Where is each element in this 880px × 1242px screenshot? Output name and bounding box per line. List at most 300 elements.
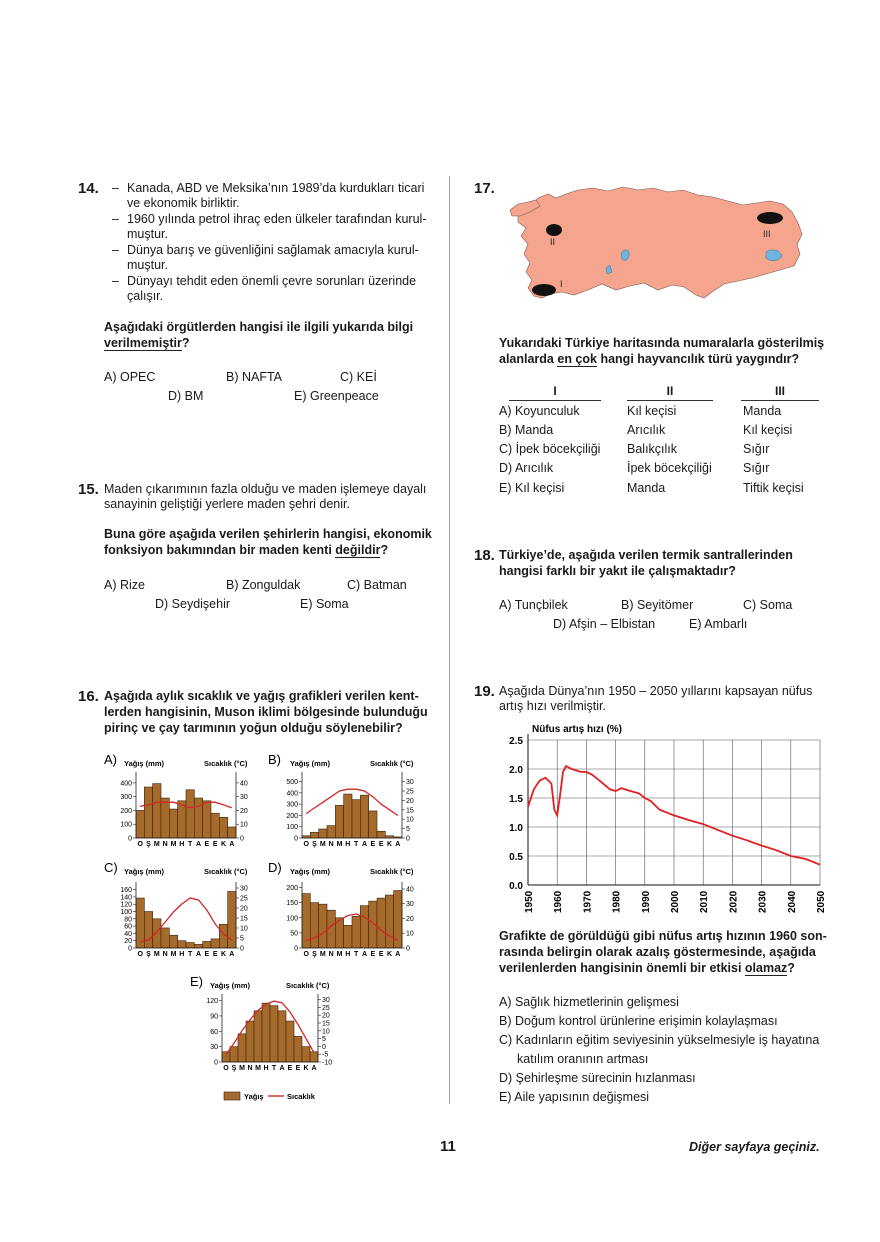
month-label: A: [195, 841, 202, 848]
chart-title: Nüfus artış hızı (%): [532, 724, 623, 735]
region-marker-ii: [546, 224, 562, 236]
q14-bullet-4-line1: Dünyayı tehdit eden önemli çevre sorunları üzerinde: [127, 274, 417, 288]
y-tick-label: 500: [286, 779, 298, 787]
q14-option-e[interactable]: E) Greenpeace: [294, 389, 379, 403]
month-label: K: [220, 841, 227, 848]
month-label: K: [386, 951, 393, 958]
q15-question-line2: fonksiyon bakımından bir maden kenti değildir?: [104, 543, 389, 557]
temp-axis-label: Sıcaklık (°C): [204, 759, 248, 768]
y2-tick-label: 15: [406, 807, 414, 815]
month-label: A: [279, 1065, 285, 1072]
bullet-dash: –: [112, 181, 119, 195]
map-label-i: I: [560, 279, 563, 289]
q19-option-c-continuation: katılım oranının artması: [517, 1052, 649, 1066]
y-tick-label: 300: [286, 801, 298, 809]
month-label: E: [378, 951, 384, 958]
y2-tick-label: 25: [406, 788, 414, 796]
q17-cell: Sığır: [743, 442, 770, 456]
q15-option-a[interactable]: A) Rize: [104, 578, 145, 592]
q18-option-c[interactable]: C) Soma: [743, 598, 793, 612]
x-tick-label: 2050: [816, 890, 827, 913]
q18-option-b[interactable]: B) Seyitömer: [621, 598, 694, 612]
y2-tick-label: -10: [322, 1059, 333, 1067]
chart-option-label: C): [104, 860, 118, 875]
month-label: N: [247, 1065, 253, 1072]
month-label: M: [319, 951, 326, 958]
y-tick-label: 0.5: [509, 852, 523, 863]
month-label: Ş: [312, 951, 317, 958]
chart-option-label: D): [268, 860, 282, 875]
rain-bar: [310, 903, 318, 948]
y2-tick-label: 0: [406, 945, 410, 953]
y2-tick-label: 20: [240, 807, 248, 815]
y2-tick-label: -5: [322, 1051, 329, 1059]
q17-question-line1: Yukarıdaki Türkiye haritasında numaralarla gösterilmiş: [499, 336, 825, 350]
rain-bar: [310, 1052, 318, 1062]
q15-question-line1: Buna göre aşağıda verilen şehirlerin hangisi, ekonomik: [104, 527, 432, 541]
rain-bar: [186, 790, 194, 838]
month-label: E: [370, 841, 376, 848]
y-tick-label: 2.5: [509, 736, 523, 747]
month-label: Ş: [312, 841, 317, 848]
y2-tick-label: 0: [240, 945, 244, 953]
y-tick-label: 20: [124, 938, 132, 946]
q18-question-line1: Türkiye’de, aşağıda verilen termik santrallerinden: [499, 548, 793, 562]
q15-number: 15.: [78, 481, 99, 498]
next-page-note: Diğer sayfaya geçiniz.: [689, 1140, 820, 1154]
month-label: K: [303, 1065, 309, 1072]
rain-bar: [153, 784, 161, 838]
y2-tick-label: 10: [322, 1028, 330, 1036]
q14-option-b[interactable]: B) NAFTA: [226, 370, 283, 384]
q19-option-d[interactable]: D) Şehirleşme sürecinin hızlanması: [499, 1071, 696, 1085]
q14-bullet-2-line1: 1960 yılında petrol ihraç eden ülkeler tarafından kurul-: [127, 212, 427, 226]
q17-option-b[interactable]: B) Manda: [499, 423, 554, 437]
rain-bar: [270, 1006, 278, 1062]
y-tick-label: 400: [120, 780, 132, 788]
rain-bar: [246, 1021, 254, 1062]
y2-tick-label: 30: [240, 885, 248, 893]
month-label: T: [188, 951, 193, 958]
climate-chart-1: [104, 752, 248, 848]
q18-option-a[interactable]: A) Tunçbilek: [499, 598, 568, 612]
y-tick-label: 2.0: [509, 765, 523, 776]
month-label: E: [204, 951, 210, 958]
y-tick-label: 30: [210, 1044, 218, 1052]
q17-underlined-word: en çok: [557, 352, 597, 366]
month-label: O: [137, 841, 143, 848]
month-label: H: [179, 841, 185, 848]
month-label: A: [311, 1065, 317, 1072]
rain-bar: [161, 798, 169, 838]
y2-tick-label: 30: [406, 779, 414, 787]
month-label: O: [137, 951, 143, 958]
y-tick-label: 200: [120, 807, 132, 815]
y-tick-label: 200: [286, 885, 298, 893]
rain-bar: [203, 801, 211, 838]
rain-bar: [344, 794, 352, 838]
map-label-iii: III: [763, 229, 771, 239]
rain-bar: [186, 943, 194, 948]
y-tick-label: 100: [286, 824, 298, 832]
q14-underlined-word: verilmemiştir: [104, 336, 182, 350]
chart-option-label: A): [104, 752, 117, 767]
x-tick-label: 1980: [611, 890, 623, 913]
month-label: A: [361, 841, 368, 848]
q14-bullet-3-line1: Dünya barış ve güvenliğini sağlamak amacıyla kurul-: [127, 243, 419, 257]
rain-bar: [153, 919, 161, 948]
month-label: T: [188, 841, 193, 848]
y-tick-label: 150: [286, 900, 298, 908]
month-label: A: [195, 951, 202, 958]
y2-tick-label: 15: [322, 1020, 330, 1028]
month-label: K: [220, 951, 227, 958]
q17-col-header-iii: III: [741, 384, 819, 401]
rain-bar: [377, 898, 385, 948]
q14-option-c[interactable]: C) KEİ: [340, 370, 377, 384]
y-tick-label: 0.0: [509, 881, 523, 892]
q17-cell: Manda: [627, 481, 666, 495]
y-tick-label: 100: [286, 915, 298, 923]
rain-bar: [360, 906, 368, 948]
month-label: M: [336, 951, 343, 958]
y2-tick-label: 10: [406, 816, 414, 824]
page-number: 11: [440, 1138, 456, 1155]
bullet-dash: –: [112, 274, 119, 288]
q19-stem-line1: Aşağıda Dünya’nın 1950 – 2050 yıllarını kapsayan nüfus: [499, 684, 813, 698]
rain-bar: [211, 813, 219, 838]
population-growth-chart: [490, 718, 835, 923]
y-tick-label: 50: [290, 930, 298, 938]
month-label: A: [229, 841, 235, 848]
rain-bar: [327, 826, 335, 838]
y-tick-label: 120: [120, 901, 132, 909]
y-tick-label: 0: [128, 945, 132, 953]
month-label: E: [378, 841, 384, 848]
y-tick-label: 140: [120, 894, 132, 902]
bullet-dash: –: [112, 243, 119, 257]
q17-cell: Tiftik keçisi: [743, 481, 804, 495]
y-tick-label: 120: [206, 998, 218, 1006]
climate-chart-3: [104, 860, 248, 958]
month-label: M: [153, 841, 160, 848]
month-label: E: [212, 951, 218, 958]
y2-tick-label: 30: [406, 901, 414, 909]
month-label: K: [386, 841, 393, 848]
q15-option-c[interactable]: C) Batman: [347, 578, 407, 592]
month-label: A: [395, 951, 401, 958]
month-label: N: [328, 841, 334, 848]
q18-number: 18.: [474, 547, 495, 564]
q14-bullet-1-line2: ve ekonomik birliktir.: [127, 196, 240, 210]
q15-underlined-word: değildir: [335, 543, 381, 557]
q16-number: 16.: [78, 688, 99, 705]
q16-question-line3: pirinç ve çay tarımının yoğun olduğu söylenebilir?: [104, 721, 403, 735]
q17-cell: Kıl keçisi: [627, 404, 677, 418]
y-tick-label: 0: [214, 1059, 218, 1067]
month-label: Ş: [231, 1065, 237, 1072]
rain-bar: [194, 944, 202, 948]
month-label: O: [303, 951, 309, 958]
rain-bar: [369, 901, 377, 948]
rain-bar: [144, 912, 152, 948]
q17-cell: Manda: [743, 404, 782, 418]
y2-tick-label: 20: [240, 905, 248, 913]
x-tick-label: 2000: [670, 890, 681, 913]
month-label: M: [336, 841, 343, 848]
rain-bar: [136, 898, 144, 948]
y2-tick-label: 5: [240, 935, 244, 943]
q15-option-b[interactable]: B) Zonguldak: [226, 578, 301, 592]
y2-tick-label: 20: [322, 1012, 330, 1020]
region-marker-i: [532, 284, 556, 296]
y-tick-label: 300: [120, 794, 132, 802]
x-tick-label: 1960: [553, 890, 565, 913]
month-label: A: [361, 951, 368, 958]
column-divider: [449, 176, 450, 1104]
q14-number: 14.: [78, 180, 99, 197]
q17-option-c[interactable]: C) İpek böcekçiliği: [499, 442, 601, 456]
rain-bar: [228, 827, 236, 838]
q19-underlined-word: olamaz: [744, 961, 788, 975]
rain-axis-label: Yağış (mm): [290, 759, 331, 768]
month-label: O: [223, 1065, 229, 1072]
y-tick-label: 60: [124, 923, 132, 931]
q14-bullet-4-line2: çalışır.: [127, 289, 164, 303]
y-tick-label: 100: [120, 821, 132, 829]
climate-chart-2: [268, 752, 414, 848]
climate-legend: [224, 1092, 316, 1101]
rain-bar: [136, 810, 144, 838]
month-label: M: [170, 951, 177, 958]
y2-tick-label: 5: [406, 826, 410, 834]
month-label: A: [229, 951, 235, 958]
q17-col-header-ii: II: [627, 384, 713, 401]
rain-bar: [262, 1003, 270, 1062]
q14-bullet-3-line2: muştur.: [127, 258, 168, 272]
q15-option-d[interactable]: D) Seydişehir: [155, 597, 231, 611]
q14-bullet-1-line1: Kanada, ABD ve Meksika’nın 1989’da kurdukları ticari: [127, 181, 425, 195]
q19-question-line2: rasında belirgin olarak azalış göstermesinde, aşağıda: [499, 945, 816, 959]
rain-bar: [377, 831, 385, 838]
rain-bar: [278, 1011, 286, 1062]
q14-option-a[interactable]: A) OPEC: [104, 370, 156, 384]
q14-question-line1: Aşağıdaki örgütlerden hangisi ile ilgili yukarıda bilgi: [104, 320, 414, 334]
y-tick-label: 80: [124, 916, 132, 924]
y2-tick-label: 0: [240, 835, 244, 843]
q19-option-a[interactable]: A) Sağlık hizmetlerinin gelişmesi: [499, 995, 679, 1009]
temp-axis-label: Sıcaklık (°C): [370, 759, 414, 768]
temp-axis-label: Sıcaklık (°C): [204, 867, 248, 876]
rain-bar: [169, 935, 177, 948]
rain-bar: [302, 1047, 310, 1062]
legend-temp-label: Sıcaklık: [287, 1092, 315, 1101]
bullet-dash: –: [112, 212, 119, 226]
y-tick-label: 0: [128, 835, 132, 843]
q17-option-d[interactable]: D) Arıcılık: [499, 461, 554, 475]
x-tick-label: 2020: [728, 890, 740, 913]
rain-bar: [319, 904, 327, 948]
rain-bar: [352, 800, 360, 838]
y-tick-label: 90: [210, 1013, 218, 1021]
month-label: O: [303, 841, 309, 848]
y-tick-label: 400: [286, 790, 298, 798]
rain-bar: [369, 811, 377, 838]
y-tick-label: 1.0: [509, 823, 523, 834]
y-tick-label: 0: [294, 945, 298, 953]
turkey-map: [508, 182, 808, 307]
q19-option-c[interactable]: C) Kadınların eğitim seviyesinin yükselmesiyle iş hayatına: [499, 1033, 820, 1047]
q17-number: 17.: [474, 180, 495, 197]
x-tick-label: 2010: [699, 890, 711, 913]
y2-tick-label: 25: [240, 895, 248, 903]
y2-tick-label: 10: [240, 821, 248, 829]
month-label: E: [204, 841, 210, 848]
rain-bar: [319, 829, 327, 838]
month-label: M: [319, 841, 326, 848]
month-label: A: [395, 841, 401, 848]
rain-bar: [335, 805, 343, 838]
month-label: H: [263, 1065, 269, 1072]
month-label: H: [179, 951, 185, 958]
month-label: T: [354, 951, 359, 958]
chart-option-label: B): [268, 752, 281, 767]
q16-question-line2: lerden hangisinin, Muson iklimi bölgesinde bulunduğu: [104, 705, 428, 719]
rain-bar: [286, 1021, 294, 1062]
rain-bar: [254, 1011, 262, 1062]
y2-tick-label: 25: [322, 1004, 330, 1012]
q19-question-line3: verilenlerden hangisinin önemli bir etkisi olamaz?: [499, 961, 795, 975]
q15-stem-line2: sanayinin geliştiği yerlere maden şehri denir.: [104, 497, 350, 511]
rain-bar: [144, 787, 152, 838]
y2-tick-label: 5: [322, 1036, 326, 1044]
rain-bar: [344, 925, 352, 948]
x-tick-label: 2030: [757, 890, 769, 913]
rain-axis-label: Yağış (mm): [290, 867, 331, 876]
month-label: M: [153, 951, 160, 958]
q17-cell: Sığır: [743, 461, 770, 475]
rain-axis-label: Yağış (mm): [210, 981, 251, 990]
rain-bar: [178, 941, 186, 948]
rain-bar: [203, 941, 211, 948]
rain-bar: [310, 832, 318, 838]
month-label: H: [345, 951, 351, 958]
y2-tick-label: 0: [322, 1043, 326, 1051]
temp-axis-label: Sıcaklık (°C): [370, 867, 414, 876]
rain-bar: [194, 798, 202, 838]
q17-option-e[interactable]: E) Kıl keçisi: [499, 481, 565, 495]
q16-question-line1: Aşağıda aylık sıcaklık ve yağış grafikleri verilen kent-: [104, 689, 419, 703]
month-label: T: [271, 1065, 277, 1072]
q19-option-b[interactable]: B) Doğum kontrol ürünlerine erişimin kolaylaşması: [499, 1014, 778, 1028]
region-marker-iii: [757, 212, 783, 224]
y2-tick-label: 0: [406, 835, 410, 843]
x-tick-label: 1970: [582, 890, 594, 913]
month-label: N: [328, 951, 334, 958]
q14-bullet-2-line2: muştur.: [127, 227, 168, 241]
y-tick-label: 40: [124, 930, 132, 938]
y2-tick-label: 30: [240, 794, 248, 802]
month-label: N: [162, 841, 168, 848]
rain-bar: [219, 817, 227, 838]
y2-tick-label: 20: [406, 797, 414, 805]
month-label: E: [212, 841, 218, 848]
y-tick-label: 200: [286, 812, 298, 820]
q14-question-line2: verilmemiştir?: [104, 336, 190, 350]
rain-bar: [294, 1036, 302, 1062]
month-label: E: [287, 1065, 293, 1072]
temp-axis-label: Sıcaklık (°C): [286, 981, 330, 990]
month-label: Ş: [146, 951, 151, 958]
q17-cell: İpek böcekçiliği: [627, 461, 712, 475]
rain-bar: [230, 1047, 238, 1062]
y2-tick-label: 30: [322, 997, 330, 1005]
q17-col-header-i: I: [509, 384, 601, 401]
y-tick-label: 160: [120, 887, 132, 895]
y-tick-label: 1.5: [509, 794, 523, 805]
rain-bar: [169, 809, 177, 838]
y2-tick-label: 10: [406, 930, 414, 938]
month-label: M: [239, 1065, 245, 1072]
q17-option-a[interactable]: A) Koyunculuk: [499, 404, 580, 418]
month-label: E: [295, 1065, 301, 1072]
q17-question-line2: alanlarda en çok hangi hayvancılık türü yaygındır?: [499, 352, 800, 366]
rain-bar: [238, 1034, 246, 1062]
rain-axis-label: Yağış (mm): [124, 759, 165, 768]
q18-option-e[interactable]: E) Ambarlı: [689, 617, 748, 631]
q15-option-e[interactable]: E) Soma: [300, 597, 349, 611]
month-label: M: [255, 1065, 261, 1072]
q17-cell: Kıl keçisi: [743, 423, 793, 437]
rain-bar: [211, 939, 219, 948]
y-tick-label: 100: [120, 909, 132, 917]
rain-bar: [360, 795, 368, 838]
x-tick-label: 1950: [524, 890, 535, 913]
month-label: T: [354, 841, 359, 848]
q17-cell: Balıkçılık: [627, 442, 678, 456]
legend-rain-label: Yağış: [244, 1092, 264, 1101]
x-tick-label: 2040: [786, 890, 798, 913]
q19-number: 19.: [474, 683, 495, 700]
q19-question-line1: Grafikte de görüldüğü gibi nüfus artış hızının 1960 son-: [499, 929, 827, 943]
legend-rain-swatch: [224, 1092, 240, 1100]
month-label: H: [345, 841, 351, 848]
y2-tick-label: 15: [240, 915, 248, 923]
y2-tick-label: 20: [406, 915, 414, 923]
y2-tick-label: 40: [406, 886, 414, 894]
climate-charts: [0, 740, 449, 1110]
q18-option-d[interactable]: D) Afşin – Elbistan: [553, 617, 656, 631]
q18-question-line2: hangisi farklı bir yakıt ile çalışmaktadır?: [499, 564, 736, 578]
q19-option-e[interactable]: E) Aile yapısının değişmesi: [499, 1090, 650, 1104]
rain-axis-label: Yağış (mm): [124, 867, 165, 876]
climate-chart-4: [268, 860, 414, 958]
x-tick-label: 1990: [640, 890, 652, 913]
map-label-ii: II: [550, 237, 556, 247]
q17-cell: Arıcılık: [627, 423, 666, 437]
q14-option-d[interactable]: D) BM: [168, 389, 204, 403]
rain-bar: [352, 916, 360, 948]
chart-option-label: E): [190, 974, 203, 989]
y-tick-label: 60: [210, 1028, 218, 1036]
rain-bar: [161, 928, 169, 948]
y-tick-label: 0: [294, 835, 298, 843]
month-label: E: [370, 951, 376, 958]
q15-stem-line1: Maden çıkarımının fazla olduğu ve maden işlemeye dayalı: [104, 482, 427, 496]
climate-chart-5: [190, 974, 332, 1072]
q19-stem-line2: artış hızı verilmiştir.: [499, 699, 606, 713]
y2-tick-label: 40: [240, 780, 248, 788]
